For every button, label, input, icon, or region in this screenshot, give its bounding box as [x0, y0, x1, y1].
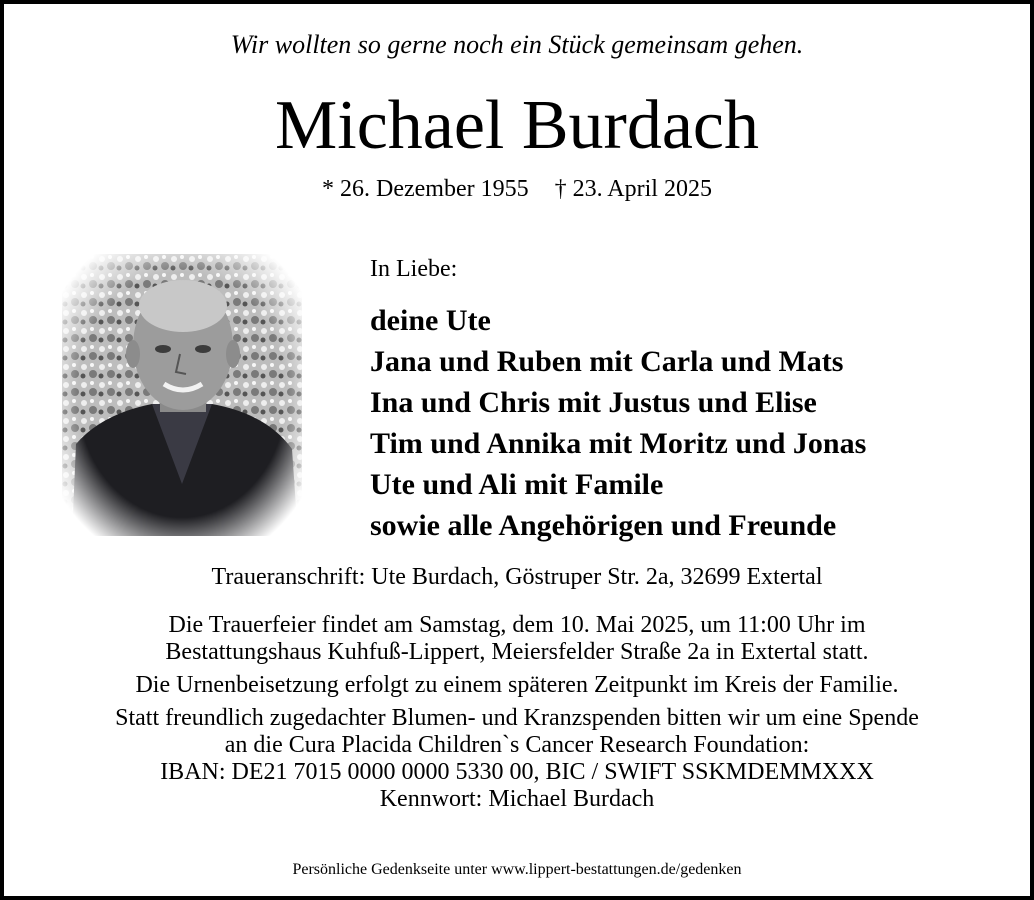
mourner-line: deine Ute — [370, 304, 491, 337]
death-date: † 23. April 2025 — [554, 176, 712, 202]
burial-line: Die Urnenbeisetzung erfolgt zu einem späteren Zeitpunkt im Kreis der Familie. — [135, 672, 899, 698]
announcement-text — [4, 612, 1030, 813]
portrait-photo — [62, 254, 302, 536]
bank-details: IBAN: DE21 7015 0000 0000 5330 00, BIC / SWIFT SSKMDEMMXXX — [160, 759, 874, 785]
birth-date: * 26. Dezember 1955 — [322, 176, 529, 202]
ceremony-line: Bestattungshaus Kuhfuß-Lippert, Meiersfelder Straße 2a in Extertal statt. — [165, 639, 869, 665]
donation-line: Statt freundlich zugedachter Blumen- und Kranzspenden bitten wir um eine Spende — [115, 705, 919, 731]
donation-line: an die Cura Placida Children`s Cancer Research Foundation: — [224, 732, 810, 758]
motto: Wir wollten so gerne noch ein Stück gemeinsam gehen. — [230, 30, 804, 59]
mourner-line: sowie alle Angehörigen und Freunde — [370, 509, 837, 542]
mourner-line: Jana und Ruben mit Carla und Mats — [370, 345, 844, 378]
memorial-page-link: Persönliche Gedenkseite unter www.lippert-bestattungen.de/gedenken — [292, 861, 742, 878]
donation-keyword: Kennwort: Michael Burdach — [379, 786, 655, 812]
mourning-address: Traueranschrift: Ute Burdach, Göstruper Str. 2a, 32699 Extertal — [211, 564, 823, 590]
life-dates — [4, 176, 1030, 203]
ceremony-line: Die Trauerfeier findet am Samstag, dem 10. Mai 2025, um 11:00 Uhr im — [168, 612, 866, 638]
mourner-line: Ute und Ali mit Famile — [370, 468, 664, 501]
mourner-line: Tim und Annika mit Moritz und Jonas — [370, 427, 867, 460]
mourners-list — [370, 300, 866, 546]
mourner-line: Ina und Chris mit Justus und Elise — [370, 386, 817, 419]
deceased-name: Michael Burdach — [275, 87, 759, 164]
in-love-label: In Liebe: — [370, 256, 458, 282]
